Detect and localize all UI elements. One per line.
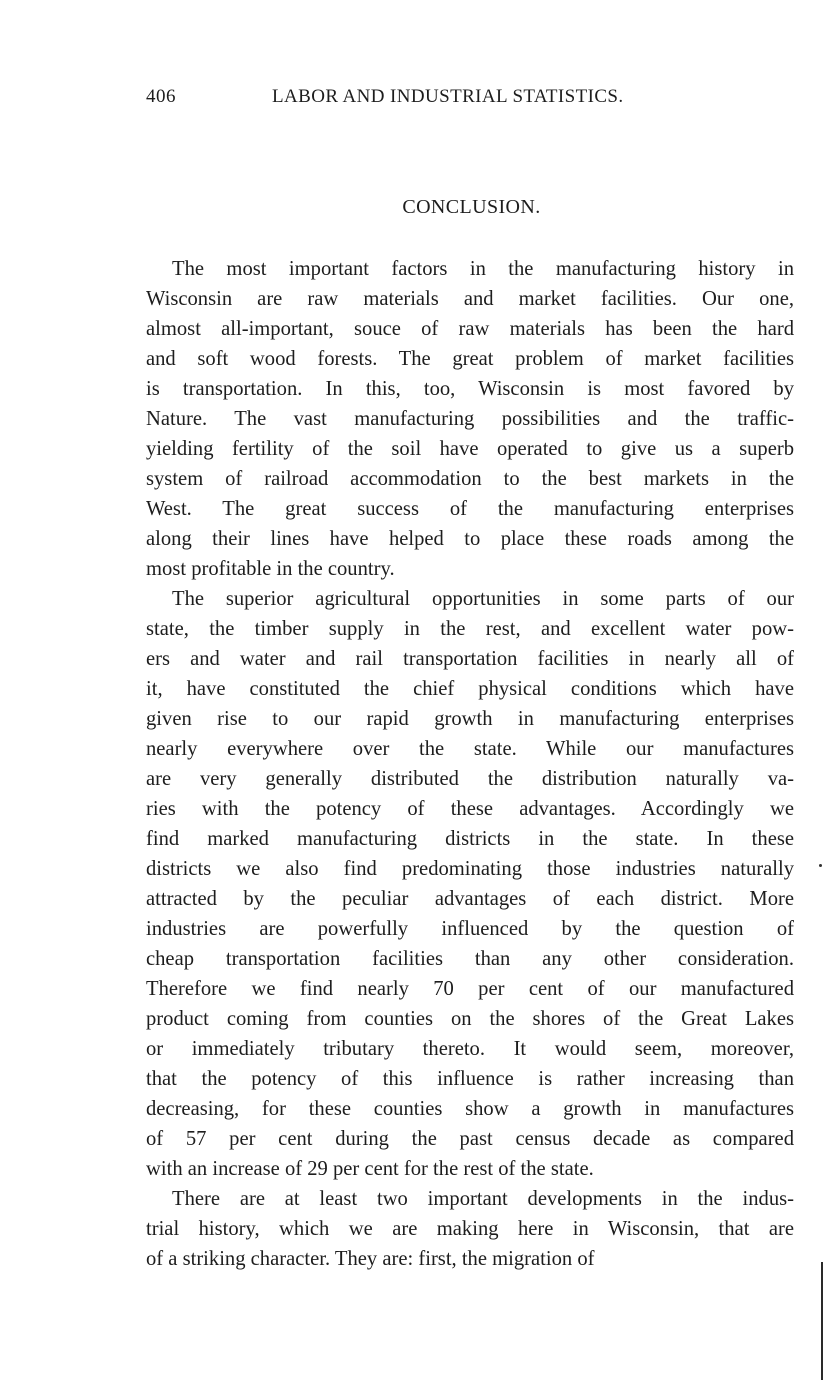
- text-line: There are at least two important developments in the indus-: [172, 1188, 794, 1210]
- text-line: find marked manufacturing districts in the state. In these: [146, 828, 794, 850]
- text-line: ers and water and rail transportation facilities in nearly all of: [146, 648, 794, 670]
- text-line: given rise to our rapid growth in manufacturing enterprises: [146, 708, 794, 730]
- text-line: Nature. The vast manufacturing possibilities and the traffic-: [146, 408, 794, 430]
- text-line: along their lines have helped to place these roads among the: [146, 528, 794, 550]
- text-line: trial history, which we are making here in Wisconsin, that are: [146, 1218, 794, 1240]
- body-text: [146, 254, 794, 1274]
- text-line: most profitable in the country.: [146, 558, 395, 580]
- text-line: decreasing, for these counties show a growth in manufactures: [146, 1098, 794, 1120]
- text-line: of 57 per cent during the past census decade as compared: [146, 1128, 794, 1150]
- paragraph: [146, 584, 794, 1184]
- text-line: attracted by the peculiar advantages of each district. More: [146, 888, 794, 910]
- text-line: and soft wood forests. The great problem of market facilities: [146, 348, 794, 370]
- text-line: cheap transportation facilities than any other consideration.: [146, 948, 794, 970]
- text-line: industries are powerfully influenced by the question of: [146, 918, 794, 940]
- text-line: it, have constituted the chief physical conditions which have: [146, 678, 794, 700]
- text-line: districts we also find predominating those industries naturally: [146, 858, 794, 880]
- paragraph: [146, 254, 794, 584]
- text-line: yielding fertility of the soil have operated to give us a superb: [146, 438, 794, 460]
- running-title: LABOR AND INDUSTRIAL STATISTICS.: [272, 86, 624, 107]
- text-line: with an increase of 29 per cent for the rest of the state.: [146, 1158, 594, 1180]
- text-line: Wisconsin are raw materials and market facilities. Our one,: [146, 288, 794, 310]
- paragraph: [146, 1184, 794, 1274]
- text-line: is transportation. In this, too, Wisconsin is most favored by: [146, 378, 794, 400]
- page-number: 406: [146, 86, 176, 107]
- text-line: West. The great success of the manufacturing enterprises: [146, 498, 794, 520]
- text-line: Therefore we find nearly 70 per cent of our manufactured: [146, 978, 794, 1000]
- text-line: The most important factors in the manufacturing history in: [172, 258, 794, 280]
- text-line: system of railroad accommodation to the best markets in the: [146, 468, 794, 490]
- text-line: are very generally distributed the distribution naturally va-: [146, 768, 794, 790]
- text-line: that the potency of this influence is rather increasing than: [146, 1068, 794, 1090]
- text-line: almost all-important, souce of raw materials has been the hard: [146, 318, 794, 340]
- text-line: The superior agricultural opportunities in some parts of our: [172, 588, 794, 610]
- text-line: state, the timber supply in the rest, and excellent water pow-: [146, 618, 794, 640]
- text-line: nearly everywhere over the state. While our manufactures: [146, 738, 794, 760]
- text-line: of a striking character. They are: first, the migration of: [146, 1248, 595, 1270]
- section-title: CONCLUSION.: [402, 196, 541, 218]
- text-line: product coming from counties on the shores of the Great Lakes: [146, 1008, 794, 1030]
- text-line: or immediately tributary thereto. It would seem, moreover,: [146, 1038, 794, 1060]
- text-line: ries with the potency of these advantages. Accordingly we: [146, 798, 794, 820]
- running-head: [146, 86, 666, 114]
- margin-mark: [819, 864, 822, 867]
